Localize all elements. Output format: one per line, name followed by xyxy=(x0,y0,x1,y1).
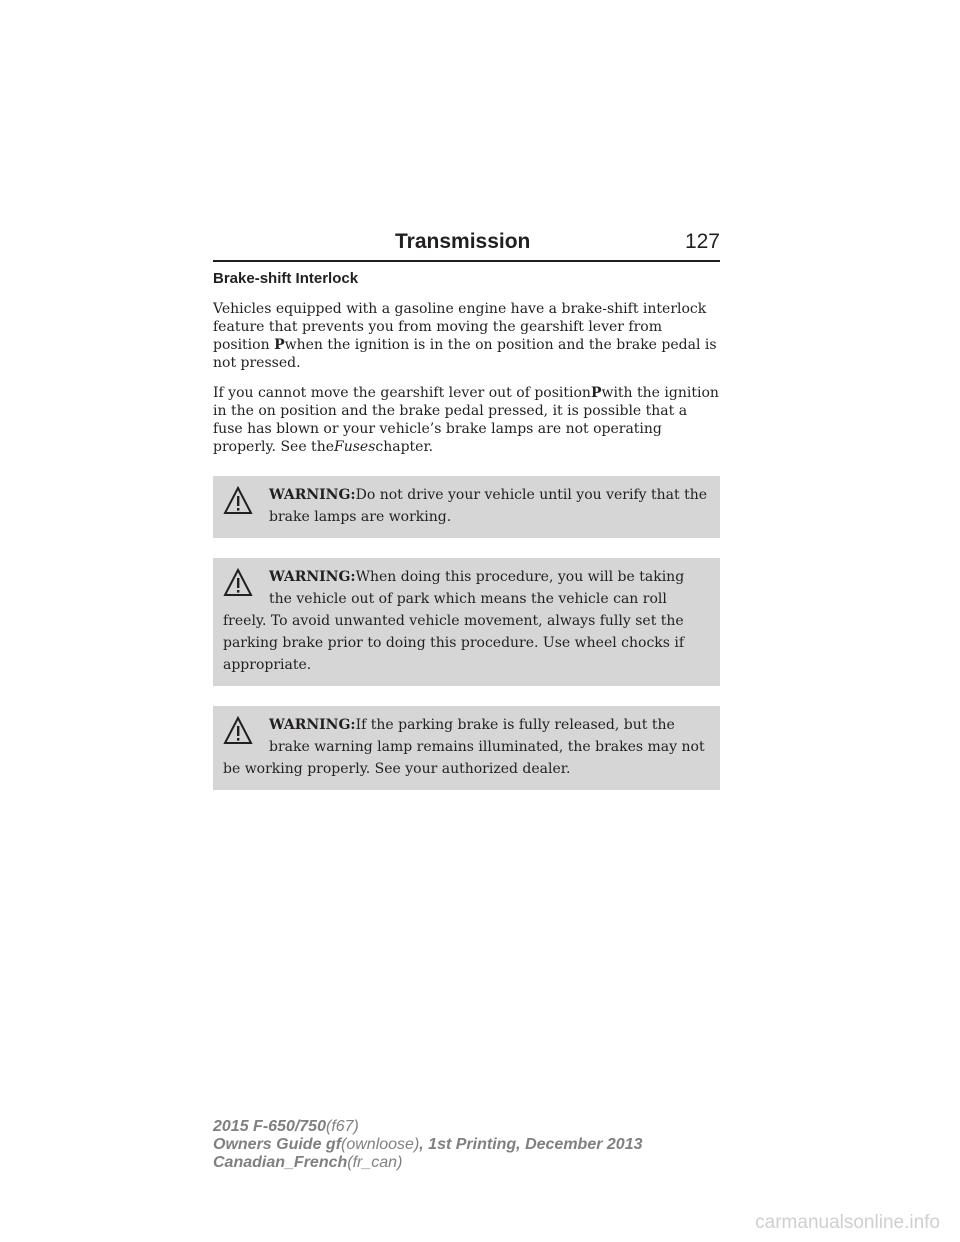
footer-guide-code: (ownloose) xyxy=(341,1136,420,1153)
warning-body: If the parking brake is fully released, but the brake warning lamp remains illuminated, the brakes may not be working properly. See your authorized dealer. xyxy=(223,717,705,777)
warning-label: WARNING: xyxy=(269,569,356,585)
warning-triangle-icon xyxy=(223,486,259,520)
paragraph-2 xyxy=(213,384,720,456)
footer-line-2 xyxy=(213,1136,642,1154)
warning-body: Do not drive your vehicle until you verify that the brake lamps are working. xyxy=(269,487,708,525)
print-footer xyxy=(213,1118,642,1172)
warning-box-3 xyxy=(213,706,720,790)
paragraph-2-text-b: with the ignition in the on position and the brake pedal pressed, it is possible that a fuse has blown or your vehicle’s brake lamps are not operating properly. See the xyxy=(213,385,719,455)
warning-1-text xyxy=(269,487,707,525)
warning-label: WARNING: xyxy=(269,487,356,503)
paragraph-1 xyxy=(213,300,720,372)
section-heading: Brake-shift Interlock xyxy=(213,270,359,287)
warning-body: When doing this procedure, you will be taking the vehicle out of park which means the vehicle can roll freely. To avoid unwanted vehicle movement, always fully set the parking brake prior to doing this procedure. Use wheel chocks if appropriate. xyxy=(223,569,685,673)
footer-language: Canadian_French xyxy=(213,1154,348,1171)
footer-language-code: (fr_can) xyxy=(347,1154,403,1171)
warning-label: WARNING: xyxy=(269,717,356,733)
paragraph-2-text-a: If you cannot move the gearshift lever out of position xyxy=(213,385,591,401)
page-header xyxy=(213,228,720,262)
footer-line-1 xyxy=(213,1118,642,1136)
fuses-chapter-ref: Fuses xyxy=(334,439,376,455)
warning-3-text xyxy=(223,717,705,777)
page-number: 127 xyxy=(684,230,720,253)
warning-triangle-icon xyxy=(223,716,259,750)
footer-line-3 xyxy=(213,1154,642,1172)
paragraph-1-rest: when the ignition is in the on position and the brake pedal is not pressed. xyxy=(213,337,717,371)
paragraph-1-text: Vehicles equipped with a gasoline engine have a brake-shift interlock feature that prevents you from moving the gearshift lever from position xyxy=(213,301,707,353)
footer-model: 2015 F-650/750 xyxy=(213,1118,326,1135)
position-p-bold: P xyxy=(590,385,602,401)
page-content xyxy=(213,270,720,790)
paragraph-2-text-c: chapter. xyxy=(375,439,434,455)
warning-triangle-icon xyxy=(223,568,259,602)
warning-2-text xyxy=(223,569,684,673)
warning-box-1 xyxy=(213,476,720,538)
site-watermark: carmanualsonline.info xyxy=(755,1212,940,1233)
chapter-title: Transmission xyxy=(395,230,531,253)
position-p-bold: P xyxy=(274,337,285,353)
footer-printing: , 1st Printing, December 2013 xyxy=(419,1136,643,1153)
footer-model-code: (f67) xyxy=(325,1118,359,1135)
warning-box-2 xyxy=(213,558,720,686)
footer-guide: Owners Guide gf xyxy=(213,1136,342,1153)
